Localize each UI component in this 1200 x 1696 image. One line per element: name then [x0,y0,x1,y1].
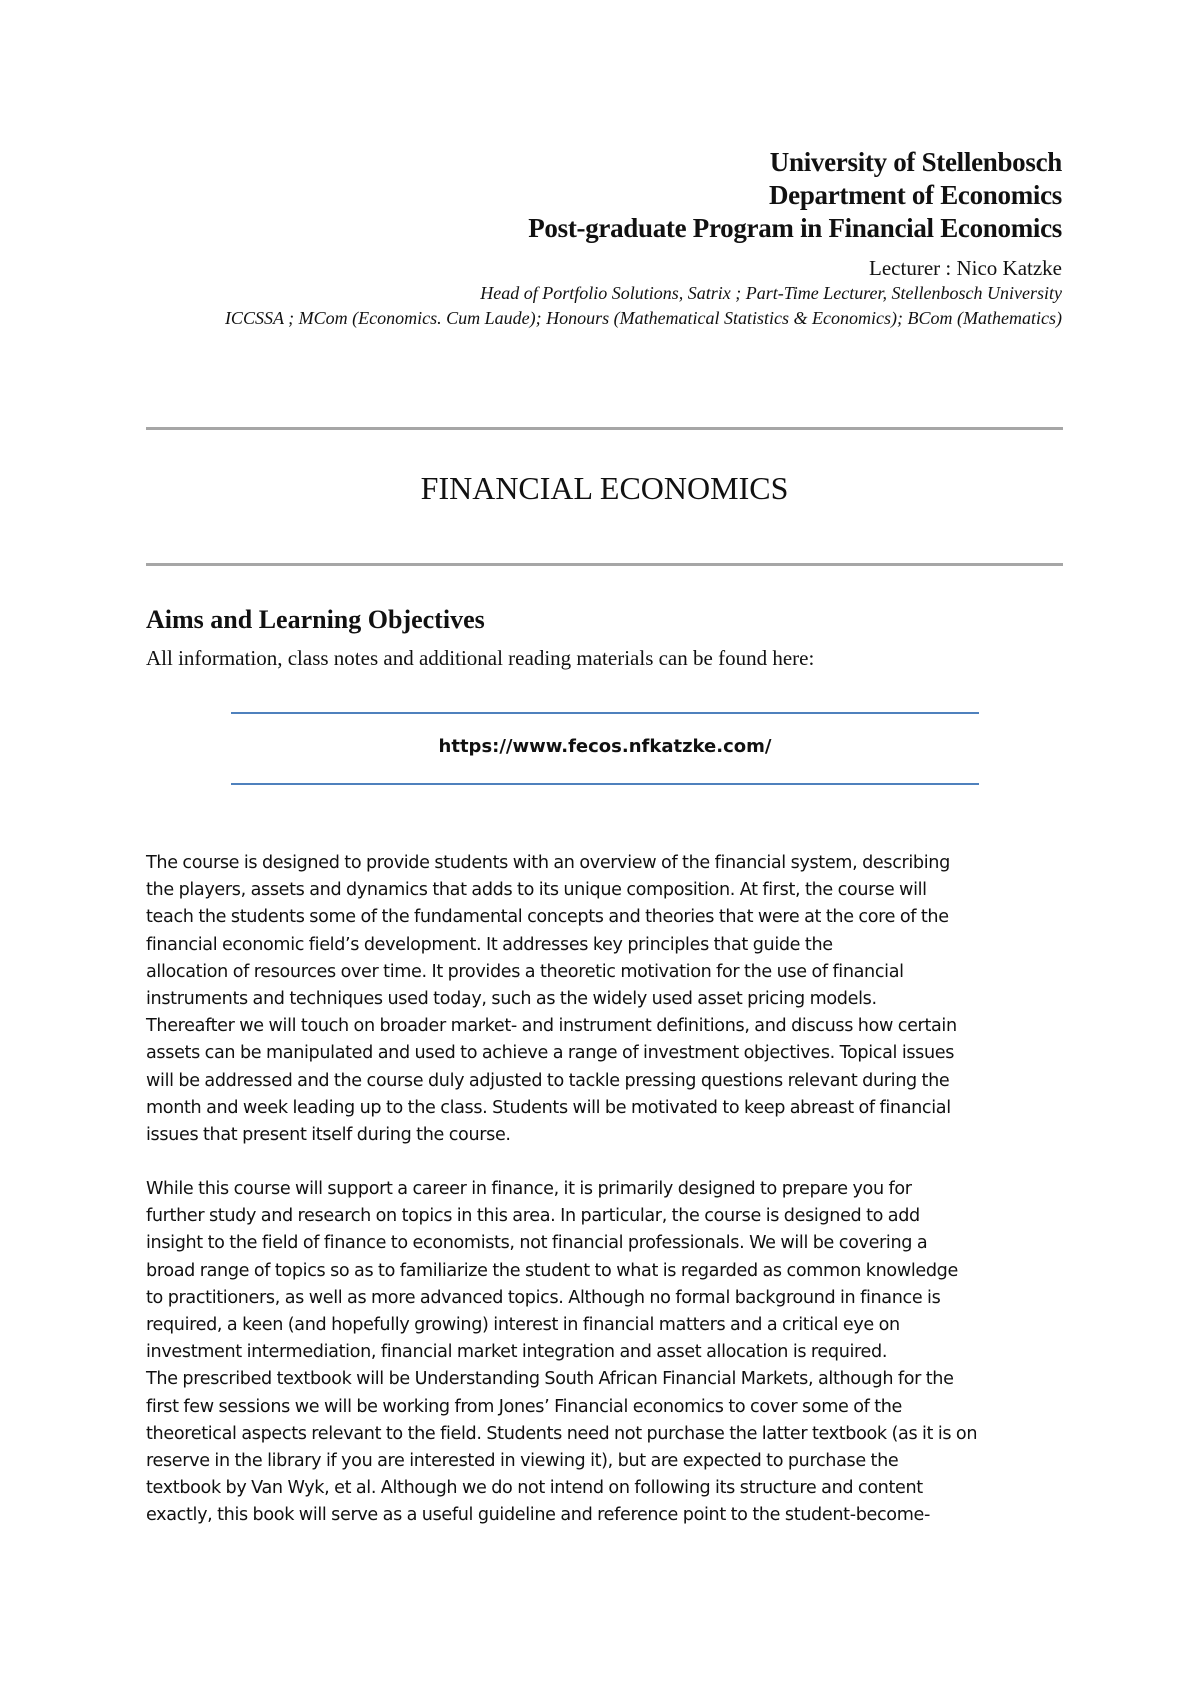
program-name: Post-graduate Program in Financial Economics [528,213,1062,243]
paragraph-line: investment intermediation, financial market integration and asset allocation is required. [146,1342,888,1363]
paragraph-line: will be addressed and the course duly adjusted to tackle pressing questions relevant during the [146,1070,950,1091]
title-divider-bottom [146,563,1063,566]
paragraph-line: first few sessions we will be working from Jones’ Financial economics to cover some of the [146,1396,903,1417]
link-box-bottom-border [231,783,979,785]
paragraph-line: issues that present itself during the course. [146,1125,511,1146]
paragraph-line: exactly, this book will serve as a useful guideline and reference point to the student-become- [146,1505,930,1526]
paragraph-line: the players, assets and dynamics that adds to its unique composition. At first, the course will [146,880,927,901]
document-header [162,146,1062,331]
paragraph-line: theoretical aspects relevant to the field. Students need not purchase the latter textbook (as it is on [146,1423,978,1444]
paragraph-line: insight to the field of finance to economists, not financial professionals. We will be covering a [146,1233,928,1254]
link-box-top-border [231,712,979,714]
paragraph-line: required, a keen (and hopefully growing) interest in financial matters and a critical eye on [146,1315,900,1336]
paragraph-line: The prescribed textbook will be Understanding South African Financial Markets, although for the [146,1369,954,1390]
section-intro: All information, class notes and additional reading materials can be found here: [146,646,815,670]
paragraph-line: While this course will support a career in finance, it is primarily designed to prepare you for [146,1179,912,1199]
paragraph-line: further study and research on topics in this area. In particular, the course is designed to add [146,1206,920,1227]
paragraph-line: financial economic field’s development. It addresses key principles that guide the [146,934,833,955]
paragraph-line: to practitioners, as well as more advanced topics. Although no formal background in finance is [146,1287,941,1308]
paragraph-line: assets can be manipulated and used to achieve a range of investment objectives. Topical issues [146,1043,955,1064]
course-title: FINANCIAL ECONOMICS [420,470,789,506]
paragraph-line: allocation of resources over time. It provides a theoretic motivation for the use of financial [146,961,904,982]
paragraph-course-overview [146,850,1076,1149]
paragraph-course-purpose [146,1176,1076,1530]
paragraph-line: reserve in the library if you are interested in viewing it), but are expected to purchase the [146,1451,899,1472]
university-name: University of Stellenbosch [769,147,1062,177]
lecturer-position: Head of Portfolio Solutions, Satrix ; Part-Time Lecturer, Stellenbosch University [480,283,1062,303]
paragraph-line: month and week leading up to the class. Students will be motivated to keep abreast of financial [146,1097,951,1118]
course-website-link[interactable]: https://www.fecos.nfkatzke.com/ [438,736,772,757]
paragraph-line: instruments and techniques used today, such as the widely used asset pricing models. [146,989,877,1010]
paragraph-line: Thereafter we will touch on broader market- and instrument definitions, and discuss how certain [146,1016,957,1037]
paragraph-line: The course is designed to provide students with an overview of the financial system, describing [146,853,950,873]
department-name: Department of Economics [768,180,1062,210]
section-heading: Aims and Learning Objectives [146,605,485,634]
lecturer-qualifications: ICCSSA ; MCom (Economics. Cum Laude); Honours (Mathematical Statistics & Economics); BCom (Mathematics) [224,308,1062,328]
paragraph-line: teach the students some of the fundamental concepts and theories that were at the core of the [146,907,949,928]
title-divider-top [146,427,1063,430]
lecturer-name: Lecturer : Nico Katzke [869,256,1062,280]
paragraph-line: broad range of topics so as to familiarize the student to what is regarded as common knowledge [146,1260,958,1281]
paragraph-line: textbook by Van Wyk, et al. Although we do not intend on following its structure and content [146,1478,923,1499]
